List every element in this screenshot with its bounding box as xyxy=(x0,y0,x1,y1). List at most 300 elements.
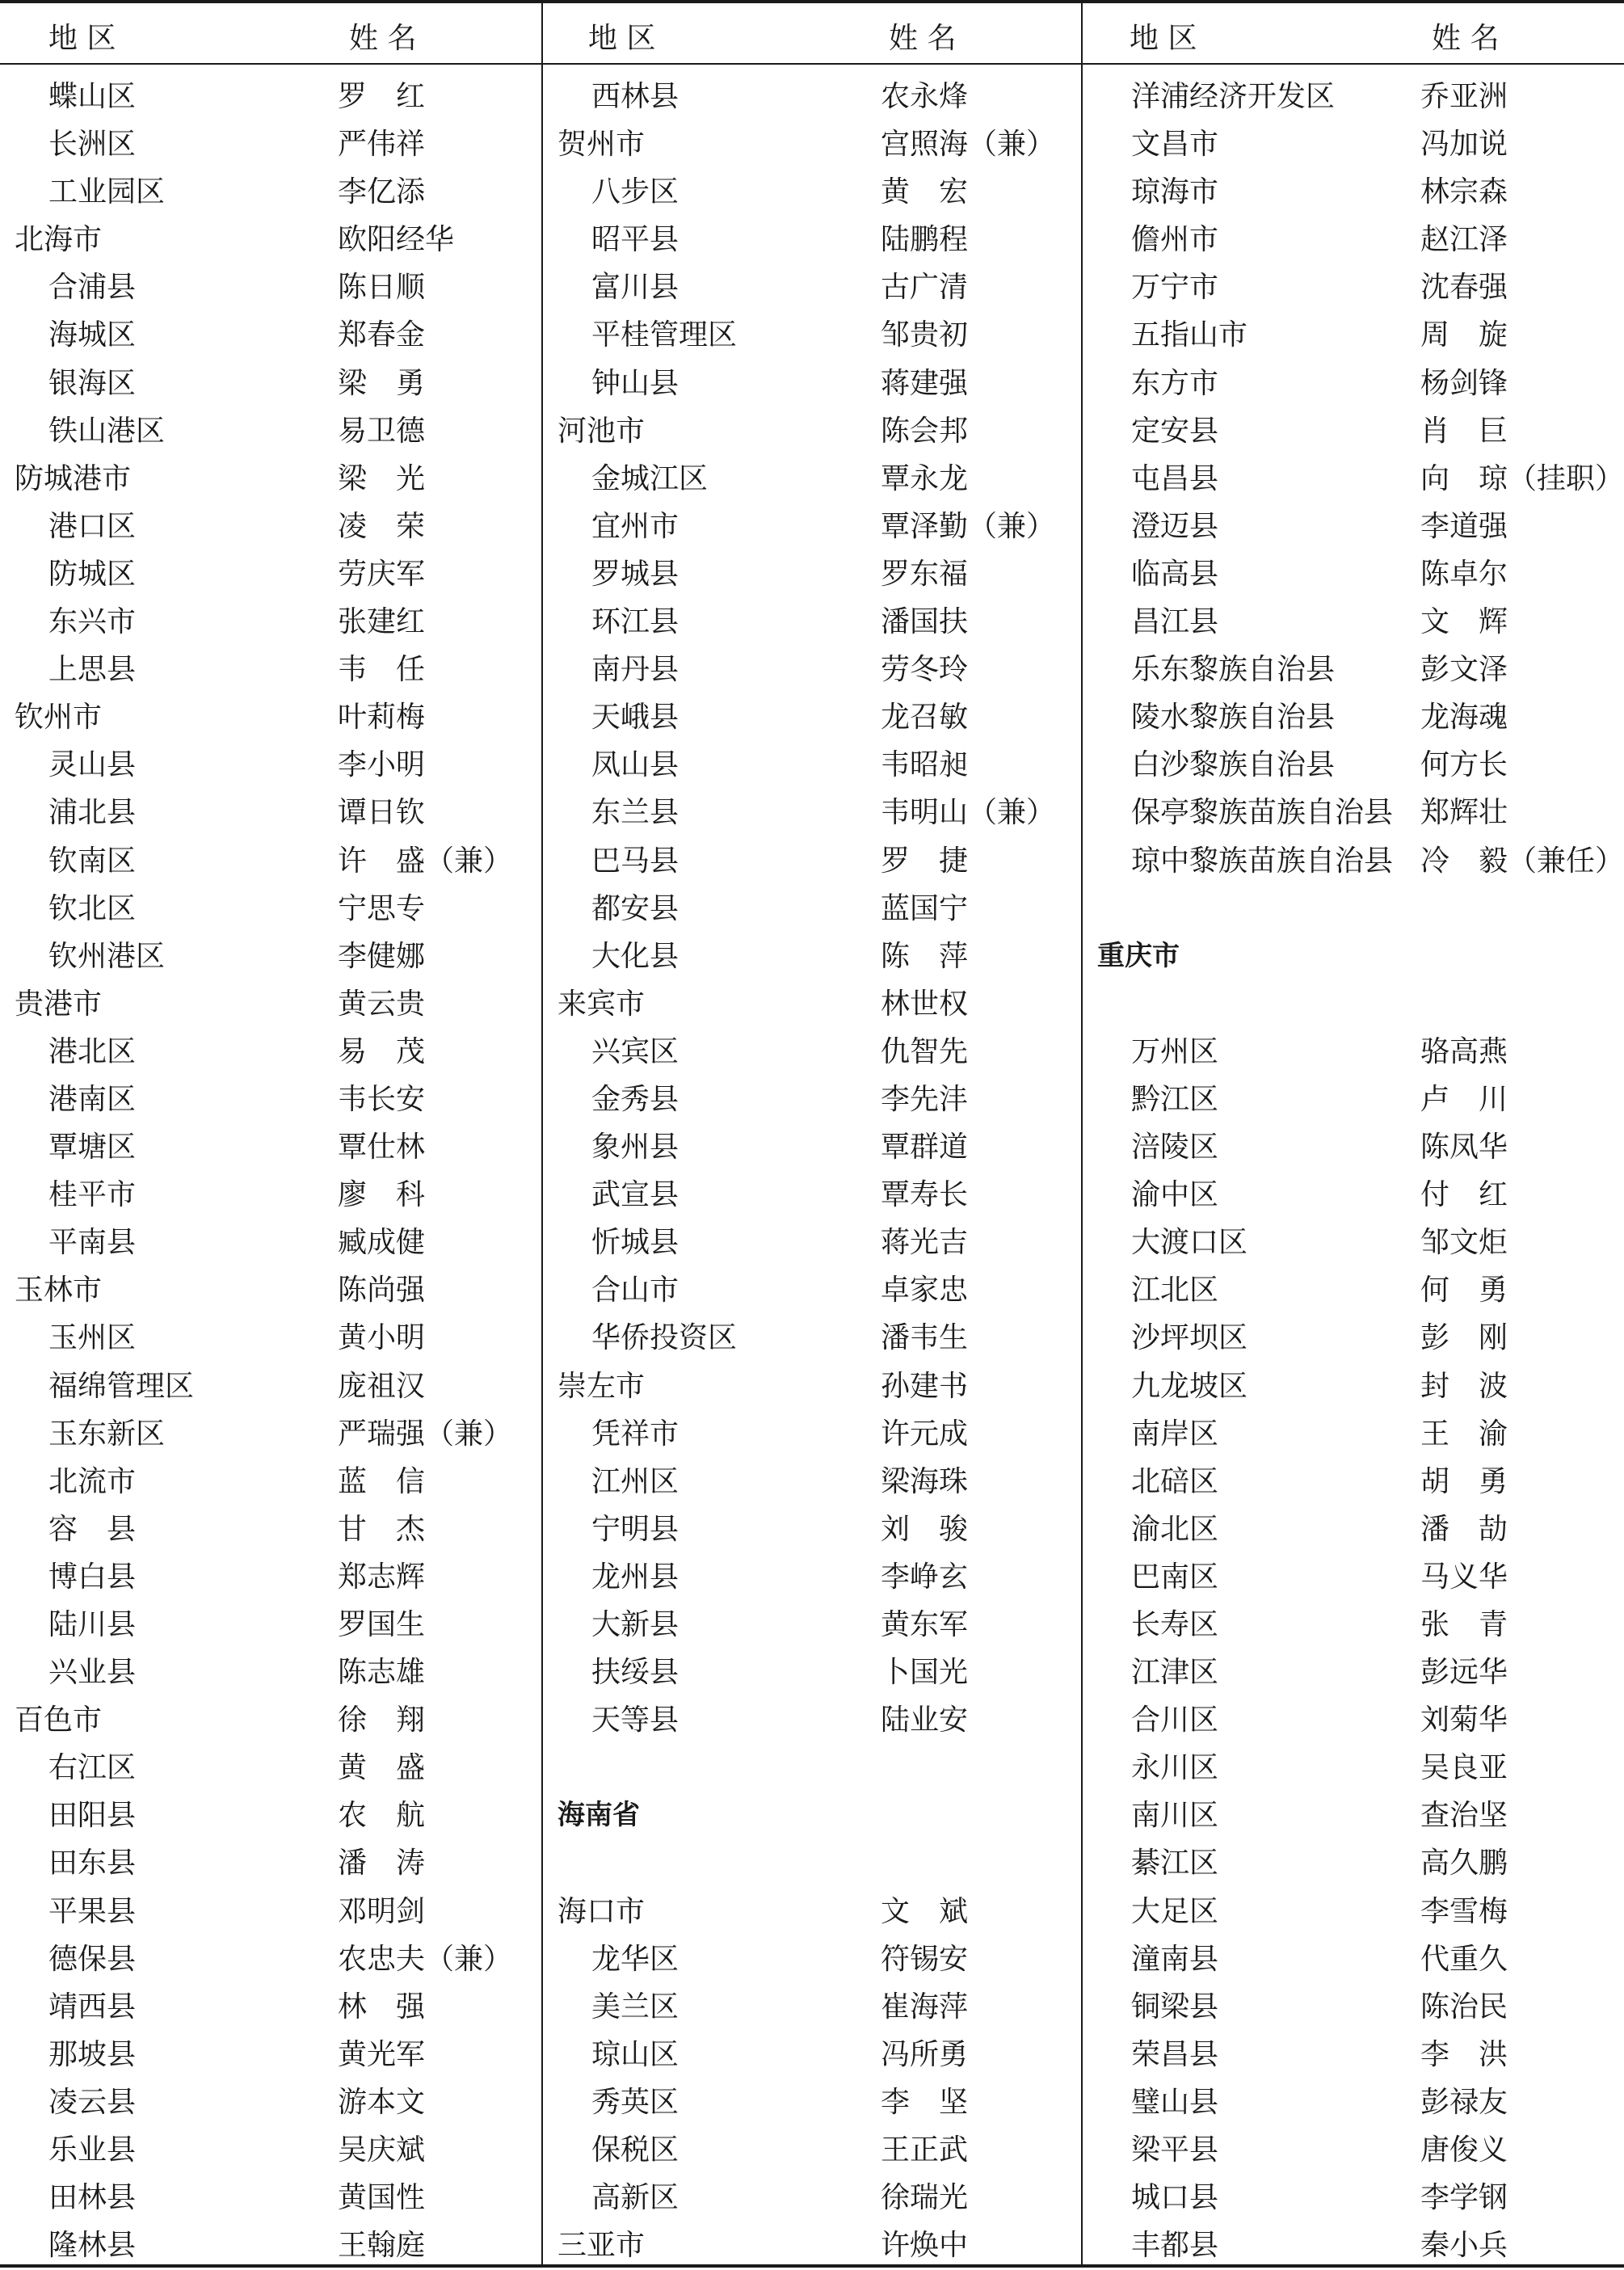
name-cell: 沈春强 xyxy=(1420,271,1508,305)
table-row xyxy=(543,550,1083,598)
region-cell: 屯昌县 xyxy=(1131,461,1219,495)
region-cell: 兴宾区 xyxy=(591,1034,679,1068)
table-row xyxy=(543,216,1083,263)
name-cell: 潘国扶 xyxy=(881,605,969,639)
name-cell: 黄云贵 xyxy=(338,987,426,1021)
table-row xyxy=(543,1410,1083,1458)
province-heading-row xyxy=(543,1792,1083,1839)
region-cell: 五指山市 xyxy=(1131,318,1248,352)
region-cell: 象州县 xyxy=(591,1131,679,1164)
region-cell: 大新县 xyxy=(591,1608,679,1641)
table-row xyxy=(1083,2174,1622,2222)
table-row xyxy=(1083,741,1622,789)
region-cell: 平果县 xyxy=(48,1894,137,1928)
name-cell: 许焕中 xyxy=(881,2229,969,2263)
region-cell: 南丹县 xyxy=(591,653,679,687)
name-cell: 黄 宏 xyxy=(881,175,969,209)
region-cell: 乐东黎族自治县 xyxy=(1131,653,1336,687)
table-row xyxy=(543,1839,1083,1887)
table-row xyxy=(543,1649,1083,1696)
region-cell: 铜梁县 xyxy=(1131,1990,1219,2024)
region-cell: 港口区 xyxy=(48,509,137,543)
region-cell: 美兰区 xyxy=(591,1990,679,2024)
name-cell: 付 红 xyxy=(1420,1178,1508,1212)
name-cell: 李 洪 xyxy=(1420,2037,1508,2071)
region-cell: 上思县 xyxy=(48,653,137,687)
name-cell: 封 波 xyxy=(1420,1369,1508,1403)
table-row xyxy=(543,407,1083,455)
region-cell: 南岸区 xyxy=(1131,1417,1219,1451)
name-cell: 古广清 xyxy=(881,271,969,305)
rows-column-2 xyxy=(543,73,1083,2269)
region-cell: 凌云县 xyxy=(48,2085,137,2119)
table-row xyxy=(0,1171,540,1219)
name-cell: 龙海魂 xyxy=(1420,701,1508,735)
name-cell: 蒋建强 xyxy=(881,366,969,400)
table-row xyxy=(543,980,1083,1028)
table-row xyxy=(543,263,1083,311)
name-cell: 梁 勇 xyxy=(338,366,426,400)
table-row xyxy=(1083,1935,1622,1983)
table-row xyxy=(0,741,540,789)
region-cell: 福绵管理区 xyxy=(48,1369,195,1403)
name-cell: 向 琼（挂职） xyxy=(1420,461,1624,495)
name-cell: 李峥玄 xyxy=(881,1560,969,1594)
region-cell: 来宾市 xyxy=(557,987,646,1021)
name-cell: 覃泽勤（兼） xyxy=(881,509,1056,543)
table-row xyxy=(543,73,1083,120)
table-row xyxy=(0,120,540,168)
name-cell: 农 航 xyxy=(338,1799,426,1833)
header-name: 姓 名 xyxy=(349,22,417,55)
table-row xyxy=(543,1362,1083,1410)
region-cell: 港南区 xyxy=(48,1082,137,1116)
name-cell: 韦明山（兼） xyxy=(881,796,1056,830)
name-cell: 谭日钦 xyxy=(338,796,426,830)
table-row xyxy=(1083,980,1622,1028)
name-cell: 王正武 xyxy=(881,2133,969,2167)
name-cell: 陈尚强 xyxy=(338,1274,426,1308)
region-cell: 天等县 xyxy=(591,1704,679,1737)
table-row xyxy=(543,455,1083,503)
table-row xyxy=(1083,455,1622,503)
table-row xyxy=(0,1458,540,1506)
table-row xyxy=(0,2031,540,2078)
table-row xyxy=(543,311,1083,359)
name-cell: 覃永龙 xyxy=(881,461,969,495)
name-cell: 冯加说 xyxy=(1420,128,1508,162)
name-cell: 韦昭昶 xyxy=(881,748,969,782)
region-cell: 华侨投资区 xyxy=(591,1321,738,1355)
name-cell: 卢 川 xyxy=(1420,1082,1508,1116)
name-cell: 宁思专 xyxy=(338,891,426,925)
table-row xyxy=(0,1076,540,1123)
header-row xyxy=(543,0,1083,63)
name-cell: 仇智先 xyxy=(881,1034,969,1068)
table-row xyxy=(1083,1839,1622,1887)
region-cell: 长洲区 xyxy=(48,128,137,162)
region-cell: 防城港市 xyxy=(15,461,132,495)
table-row xyxy=(543,741,1083,789)
region-cell: 八步区 xyxy=(591,175,679,209)
region-cell: 陆川县 xyxy=(48,1608,137,1641)
region-cell: 保税区 xyxy=(591,2133,679,2167)
region-cell: 永川区 xyxy=(1131,1751,1219,1785)
region-cell: 璧山县 xyxy=(1131,2085,1219,2119)
name-cell: 骆高燕 xyxy=(1420,1034,1508,1068)
name-cell: 张建红 xyxy=(338,605,426,639)
province-heading: 海南省 xyxy=(557,1799,640,1832)
table-row xyxy=(543,360,1083,407)
table-row xyxy=(543,120,1083,168)
name-cell: 陈凤华 xyxy=(1420,1131,1508,1164)
table-row xyxy=(0,311,540,359)
rows-column-3 xyxy=(1083,73,1622,2269)
region-cell: 河池市 xyxy=(557,414,646,448)
table-row xyxy=(0,360,540,407)
table-row xyxy=(1083,1696,1622,1744)
table-row xyxy=(543,1314,1083,1362)
table-row xyxy=(543,885,1083,933)
name-cell: 林世权 xyxy=(881,987,969,1021)
name-cell: 林 强 xyxy=(338,1990,426,2024)
table-row xyxy=(1083,216,1622,263)
region-cell: 工业园区 xyxy=(48,175,166,209)
region-cell: 大化县 xyxy=(591,939,679,973)
name-cell: 梁 光 xyxy=(338,461,426,495)
region-cell: 钦北区 xyxy=(48,891,137,925)
region-cell: 合山市 xyxy=(591,1274,679,1308)
table-row xyxy=(0,550,540,598)
region-cell: 崇左市 xyxy=(557,1369,646,1403)
name-cell: 王 渝 xyxy=(1420,1417,1508,1451)
name-cell: 徐瑞光 xyxy=(881,2181,969,2215)
table-row xyxy=(1083,73,1622,120)
table-row xyxy=(0,2174,540,2222)
name-cell: 吴良亚 xyxy=(1420,1751,1508,1785)
name-cell: 覃仕林 xyxy=(338,1131,426,1164)
name-cell: 冷 毅（兼任） xyxy=(1420,844,1624,878)
table-row xyxy=(0,885,540,933)
region-cell: 江州区 xyxy=(591,1464,679,1498)
region-cell: 合川区 xyxy=(1131,1704,1219,1737)
name-cell: 邓明剑 xyxy=(338,1894,426,1928)
region-cell: 兴业县 xyxy=(48,1656,137,1690)
region-cell: 九龙坡区 xyxy=(1131,1369,1248,1403)
name-cell: 严伟祥 xyxy=(338,128,426,162)
header-name: 姓 名 xyxy=(889,22,957,55)
region-cell: 綦江区 xyxy=(1131,1847,1219,1880)
table-row xyxy=(0,789,540,836)
region-cell: 渝北区 xyxy=(1131,1512,1219,1546)
region-cell: 金秀县 xyxy=(591,1082,679,1116)
region-cell: 钦南区 xyxy=(48,844,137,878)
region-cell: 定安县 xyxy=(1131,414,1219,448)
region-cell: 环江县 xyxy=(591,605,679,639)
table-row xyxy=(1083,263,1622,311)
table-row xyxy=(0,1553,540,1601)
table-row xyxy=(0,503,540,550)
table-row xyxy=(0,1362,540,1410)
name-cell: 林宗森 xyxy=(1420,175,1508,209)
table-row xyxy=(0,1266,540,1314)
region-cell: 梁平县 xyxy=(1131,2133,1219,2167)
table-row xyxy=(543,1123,1083,1171)
name-cell: 黄光军 xyxy=(338,2037,426,2071)
table-row xyxy=(0,1744,540,1792)
name-cell: 李 坚 xyxy=(881,2085,969,2119)
name-cell: 庞祖汉 xyxy=(338,1369,426,1403)
name-cell: 黄国性 xyxy=(338,2181,426,2215)
region-cell: 万宁市 xyxy=(1131,271,1219,305)
table-row xyxy=(1083,311,1622,359)
region-cell: 巴南区 xyxy=(1131,1560,1219,1594)
region-cell: 钦州港区 xyxy=(48,939,166,973)
region-cell: 德保县 xyxy=(48,1942,137,1976)
table-row xyxy=(543,2222,1083,2269)
name-cell: 罗国生 xyxy=(338,1608,426,1641)
name-cell: 代重久 xyxy=(1420,1942,1508,1976)
name-cell: 郑辉壮 xyxy=(1420,796,1508,830)
table-row xyxy=(1083,1171,1622,1219)
name-cell: 李健娜 xyxy=(338,939,426,973)
region-cell: 东兰县 xyxy=(591,796,679,830)
table-row xyxy=(0,1506,540,1553)
name-cell: 乔亚洲 xyxy=(1420,80,1508,113)
name-cell: 罗 捷 xyxy=(881,844,969,878)
table-row xyxy=(0,1410,540,1458)
name-cell: 许 盛（兼） xyxy=(338,844,513,878)
region-cell: 贺州市 xyxy=(557,128,646,162)
name-cell: 覃寿长 xyxy=(881,1178,969,1212)
region-cell: 富川县 xyxy=(591,271,679,305)
region-cell: 罗城县 xyxy=(591,557,679,591)
name-cell: 严瑞强（兼） xyxy=(338,1417,513,1451)
table-row xyxy=(543,933,1083,980)
name-cell: 陈志雄 xyxy=(338,1656,426,1690)
table-row xyxy=(0,1983,540,2031)
name-cell: 杨剑锋 xyxy=(1420,366,1508,400)
name-cell: 彭禄友 xyxy=(1420,2085,1508,2119)
region-cell: 龙州县 xyxy=(591,1560,679,1594)
name-cell: 臧成健 xyxy=(338,1226,426,1260)
table-column-2 xyxy=(543,0,1083,2268)
table-row xyxy=(1083,550,1622,598)
name-cell: 李学钢 xyxy=(1420,2181,1508,2215)
region-cell: 长寿区 xyxy=(1131,1608,1219,1641)
name-cell: 陆鹏程 xyxy=(881,223,969,257)
table-row xyxy=(1083,2126,1622,2174)
table-row xyxy=(543,2174,1083,2222)
region-cell: 蝶山区 xyxy=(48,80,137,113)
name-cell: 刘 骏 xyxy=(881,1512,969,1546)
region-cell: 玉林市 xyxy=(15,1274,103,1308)
name-cell: 农永烽 xyxy=(881,80,969,113)
name-cell: 马义华 xyxy=(1420,1560,1508,1594)
table-row xyxy=(543,1601,1083,1649)
table-row xyxy=(0,455,540,503)
region-cell: 扶绥县 xyxy=(591,1656,679,1690)
region-cell: 澄迈县 xyxy=(1131,509,1219,543)
table-row xyxy=(0,1696,540,1744)
table-row xyxy=(1083,885,1622,933)
name-cell: 陆业安 xyxy=(881,1704,969,1737)
region-cell: 秀英区 xyxy=(591,2085,679,2119)
region-cell: 巴马县 xyxy=(591,844,679,878)
region-cell: 龙华区 xyxy=(591,1942,679,1976)
region-cell: 昌江县 xyxy=(1131,605,1219,639)
table-row xyxy=(1083,789,1622,836)
name-cell: 宫照海（兼） xyxy=(881,128,1056,162)
header-name: 姓 名 xyxy=(1432,22,1500,55)
name-cell: 彭文泽 xyxy=(1420,653,1508,687)
name-cell: 李雪梅 xyxy=(1420,1894,1508,1928)
region-cell: 昭平县 xyxy=(591,223,679,257)
table-row xyxy=(543,1458,1083,1506)
name-cell: 韦 任 xyxy=(338,653,426,687)
region-cell: 三亚市 xyxy=(557,2229,646,2263)
name-cell: 潘 涛 xyxy=(338,1847,426,1880)
name-cell: 甘 杰 xyxy=(338,1512,426,1546)
region-cell: 金城江区 xyxy=(591,461,709,495)
table-row xyxy=(1083,837,1622,885)
name-cell: 周 旋 xyxy=(1420,318,1508,352)
name-cell: 李亿添 xyxy=(338,175,426,209)
region-cell: 靖西县 xyxy=(48,1990,137,2024)
name-cell: 胡 勇 xyxy=(1420,1464,1508,1498)
region-cell: 白沙黎族自治县 xyxy=(1131,748,1336,782)
region-cell: 隆林县 xyxy=(48,2229,137,2263)
name-cell: 覃群道 xyxy=(881,1131,969,1164)
region-cell: 银海区 xyxy=(48,366,137,400)
region-cell: 丰都县 xyxy=(1131,2229,1219,2263)
name-cell: 易卫德 xyxy=(338,414,426,448)
table-row xyxy=(543,1888,1083,1935)
name-cell: 陈卓尔 xyxy=(1420,557,1508,591)
name-cell: 龙召敏 xyxy=(881,701,969,735)
name-cell: 吴庆斌 xyxy=(338,2133,426,2167)
name-cell: 刘菊华 xyxy=(1420,1704,1508,1737)
province-heading: 重庆市 xyxy=(1097,939,1180,972)
table-row xyxy=(1083,360,1622,407)
name-cell: 卓家忠 xyxy=(881,1274,969,1308)
region-cell: 城口县 xyxy=(1131,2181,1219,2215)
table-row xyxy=(1083,1983,1622,2031)
table-row xyxy=(1083,503,1622,550)
name-cell: 唐俊义 xyxy=(1420,2133,1508,2167)
region-cell: 宜州市 xyxy=(591,509,679,543)
name-cell: 高久鹏 xyxy=(1420,1847,1508,1880)
table-row xyxy=(0,980,540,1028)
table-row xyxy=(0,73,540,120)
table-row xyxy=(543,503,1083,550)
table-row xyxy=(0,263,540,311)
region-cell: 忻城县 xyxy=(591,1226,679,1260)
table-row xyxy=(0,1888,540,1935)
name-cell: 郑春金 xyxy=(338,318,426,352)
region-cell: 武宣县 xyxy=(591,1178,679,1212)
table-row xyxy=(1083,646,1622,693)
region-cell: 玉州区 xyxy=(48,1321,137,1355)
region-cell: 博白县 xyxy=(48,1560,137,1594)
region-cell: 万州区 xyxy=(1131,1034,1219,1068)
table-row xyxy=(1083,1314,1622,1362)
name-cell: 陈 萍 xyxy=(881,939,969,973)
region-cell: 宁明县 xyxy=(591,1512,679,1546)
name-cell: 陈治民 xyxy=(1420,1990,1508,2024)
name-cell: 劳冬玲 xyxy=(881,653,969,687)
table-row xyxy=(0,693,540,741)
region-cell: 涪陵区 xyxy=(1131,1131,1219,1164)
header-row xyxy=(1083,0,1622,63)
table-column-3 xyxy=(1083,0,1622,2268)
table-row xyxy=(1083,1553,1622,1601)
table-row xyxy=(0,1601,540,1649)
region-cell: 桂平市 xyxy=(48,1178,137,1212)
table-row xyxy=(543,1171,1083,1219)
table-row xyxy=(1083,120,1622,168)
table-row xyxy=(1083,1506,1622,1553)
table-row xyxy=(543,1028,1083,1076)
region-cell: 贵港市 xyxy=(15,987,103,1021)
table-row xyxy=(1083,1410,1622,1458)
name-cell: 梁海珠 xyxy=(881,1464,969,1498)
name-cell: 劳庆军 xyxy=(338,557,426,591)
table-row xyxy=(0,1123,540,1171)
region-cell: 海城区 xyxy=(48,318,137,352)
region-cell: 平南县 xyxy=(48,1226,137,1260)
region-cell: 大足区 xyxy=(1131,1894,1219,1928)
table-row xyxy=(543,1696,1083,1744)
name-cell: 蓝 信 xyxy=(338,1464,426,1498)
table-row xyxy=(0,1649,540,1696)
region-cell: 凤山县 xyxy=(591,748,679,782)
name-cell: 凌 荣 xyxy=(338,509,426,543)
table-row xyxy=(0,1028,540,1076)
name-cell: 潘韦生 xyxy=(881,1321,969,1355)
table-row xyxy=(0,2078,540,2126)
name-cell: 秦小兵 xyxy=(1420,2229,1508,2263)
name-cell: 孙建书 xyxy=(881,1369,969,1403)
region-cell: 田阳县 xyxy=(48,1799,137,1833)
header-row xyxy=(0,0,540,63)
region-cell: 陵水黎族自治县 xyxy=(1131,701,1336,735)
region-cell: 江津区 xyxy=(1131,1656,1219,1690)
region-cell: 钟山县 xyxy=(591,366,679,400)
region-cell: 港北区 xyxy=(48,1034,137,1068)
name-cell: 李道强 xyxy=(1420,509,1508,543)
region-cell: 右江区 xyxy=(48,1751,137,1785)
region-cell: 高新区 xyxy=(591,2181,679,2215)
table-row xyxy=(0,598,540,646)
region-cell: 浦北县 xyxy=(48,796,137,830)
name-cell: 欧阳经华 xyxy=(338,223,455,257)
table-row xyxy=(0,2126,540,2174)
name-cell: 韦长安 xyxy=(338,1082,426,1116)
table-row xyxy=(1083,2222,1622,2269)
region-cell: 琼山区 xyxy=(591,2037,679,2071)
region-cell: 北流市 xyxy=(48,1464,137,1498)
table-row xyxy=(543,646,1083,693)
table-row xyxy=(1083,407,1622,455)
region-cell: 容 县 xyxy=(48,1512,137,1546)
region-cell: 潼南县 xyxy=(1131,1942,1219,1976)
table-row xyxy=(1083,2031,1622,2078)
table-row xyxy=(543,1553,1083,1601)
table-row xyxy=(0,1935,540,1983)
name-cell: 肖 巨 xyxy=(1420,414,1508,448)
table-row xyxy=(1083,1458,1622,1506)
